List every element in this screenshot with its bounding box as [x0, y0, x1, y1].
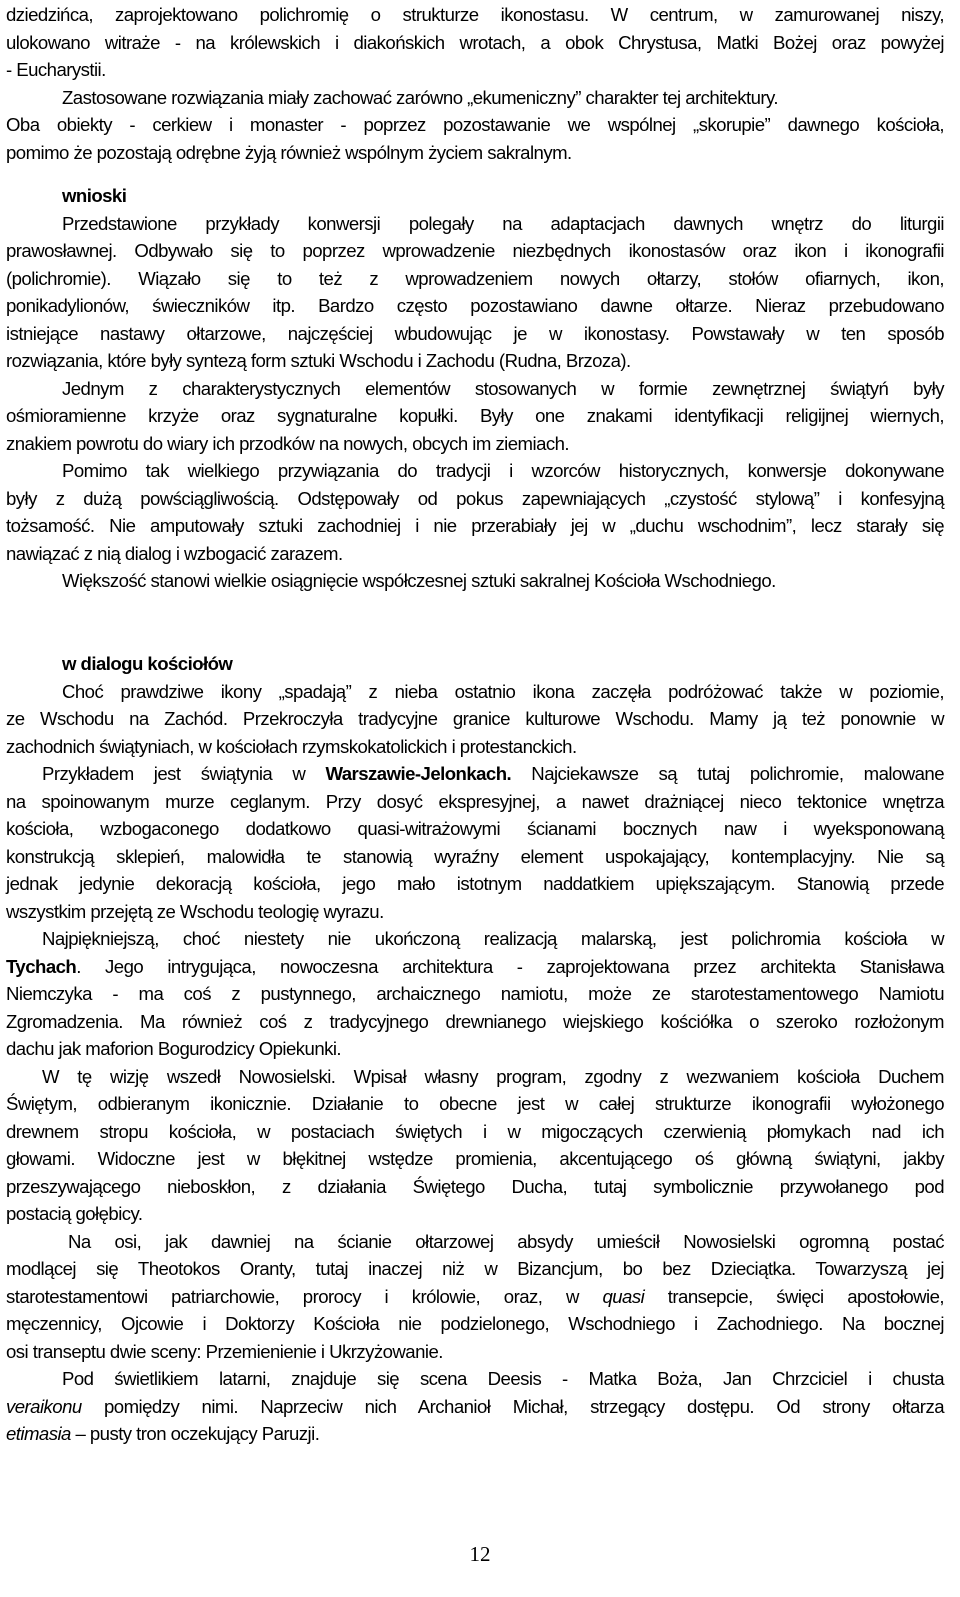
paragraph: [6, 1, 944, 84]
text-line: przeszywającego nieboskłon, z działania Świętego Ducha, tutaj symbolicznie przywołanego pod: [6, 1175, 944, 1197]
text-line: postacią gołębicy.: [6, 1203, 143, 1224]
text-span: – pusty tron oczekujący Paruzji.: [70, 1423, 320, 1444]
text-span: starotestamentowi patriarchowie, prorocy i królowie, oraz, w: [6, 1285, 603, 1307]
text-line: konstrukcją sklepień, malowidła te stanowią wyraźny element uspokajający, kontemplacyjny. Nie są: [6, 845, 944, 867]
text-line: ze Wschodu na Zachód. Przekroczyła tradycyjne granice kulturowe Wschodu. Mamy ją też ponownie w: [6, 708, 944, 729]
paragraph: [6, 84, 944, 112]
paragraph: [6, 210, 944, 375]
text-line: głowami. Widoczne jest w błękitnej wstędze promienia, akcentującego oś główną świątyni, jakby: [6, 1148, 944, 1169]
text-line: tożsamość. Nie amputowały sztuki zachodniej i nie przerabiały jej w „duchu wschodnim”, lecz starały się: [6, 515, 944, 536]
text-line: modlącej się Theotokos Oranty, tutaj inaczej niż w Bizancjum, bo bez Dzieciątka. Towarzyszą jej: [6, 1258, 944, 1279]
text-line: na spoinowanym murze ceglanym. Przy dosyć ekspresyjnej, a nawet drażniącej nieco tektonice wnętrza: [6, 790, 944, 812]
text-span: Najciekawsze są tutaj polichromie, malowane: [511, 763, 944, 784]
text-section-upper: [6, 1, 944, 595]
text-line: Pomimo tak wielkiego przywiązania do tradycji i wzorców historycznych, konwersje dokonywane: [62, 460, 944, 481]
text-line: Przedstawione przykłady konwersji polegały na adaptacjach dawnych wnętrz do liturgii: [62, 212, 944, 234]
text-span: Przykładem jest świątynia w: [42, 763, 326, 784]
page-number: 12: [469, 1542, 491, 1566]
text-line: wszystkim przejętą ze Wschodu teologię wyrazu.: [6, 900, 384, 922]
text-line: prawosławnej. Odbywało się to poprzez wprowadzenie niezbędnych ikonostasów oraz ikon i ikonografii: [6, 240, 944, 261]
text-line: pomimo że pozostają odrębne żyją również wspólnym życiem sakralnym.: [6, 141, 572, 163]
text-line: dziedzińca, zaprojektowano polichromię o strukturze ikonostasu. W centrum, w zamurowanej niszy,: [6, 4, 944, 25]
text-line: ośmioramienne krzyże oraz sygnaturalne kopułki. Były one znakami identyfikacji religijnej wiernych,: [6, 405, 944, 426]
text-line: Świętym, odbieranym ikonicznie. Działanie to obecne jest w całej strukturze ikonografii wyłożonego: [6, 1093, 944, 1114]
italic-text: veraikonu: [6, 1395, 82, 1417]
text-line: Większość stanowi wielkie osiągnięcie współczesnej sztuki sakralnej Kościoła Wschodniego.: [62, 570, 776, 591]
text-span: transepcie, święci apostołowie,: [644, 1285, 944, 1307]
text-line: Na osi, jak dawniej na ścianie ołtarzowej absydy umieścił Nowosielski ogromną postać: [68, 1230, 944, 1252]
section-heading: wnioski: [62, 185, 127, 206]
text-line: osi transeptu dwie sceny: Przemienienie i Ukrzyżowanie.: [6, 1340, 443, 1362]
text-line: Niemczyka - ma coś z pustynnego, archaicznego namiotu, może ze starotestamentowego Namiotu: [6, 983, 944, 1004]
paragraph: [6, 1063, 944, 1228]
text-line: rozwiązania, które były syntezą form sztuki Wschodu i Zachodu (Rudna, Brzoza).: [6, 350, 631, 371]
text-line: ulokowano witraże - na królewskich i diakońskich wrotach, a obok Chrystusa, Matki Bożej oraz powyżej: [6, 31, 944, 53]
text-line: dachu jak maforion Bogurodzicy Opiekunki.: [6, 1038, 342, 1059]
text-line: [6, 1393, 944, 1421]
text-line: - Eucharystii.: [6, 59, 106, 80]
text-line: istniejące nastawy ołtarzowe, najczęściej wbudowując je w ikonostasy. Powstawały w ten sposób: [6, 322, 944, 344]
italic-text: quasi: [602, 1285, 645, 1307]
paragraph: [6, 457, 944, 567]
text-line: Najpiękniejszą, choć niestety nie ukończoną realizacją malarską, jest polichromia kościoła w: [42, 928, 944, 949]
text-line: (polichromie). Wiązało się to też z wprowadzeniem nowych ołtarzy, stołów ofiarnych, ikon,: [6, 267, 944, 289]
text-line: Choć prawdziwe ikony „spadają” z nieba ostatnio ikona zaczęła podróżować także w poziomie,: [62, 680, 944, 702]
text-line: Jednym z charakterystycznych elementów stosowanych w formie zewnętrznej świątyń były: [62, 377, 944, 399]
text-span: . Jego intrygująca, nowoczesna architektura - zaprojektowana przez architekta Stanisława: [76, 955, 944, 977]
text-line: znakiem powrotu do wiary ich przodków na nowych, obcych im ziemiach.: [6, 432, 570, 454]
text-line: [6, 1283, 944, 1311]
paragraph: [6, 111, 944, 166]
text-line: jednak jedynie dekoracją kościoła, jego mało istotnym naddatkiem upiększającym. Stanowią przede: [6, 873, 944, 894]
italic-text: etimasia: [6, 1423, 71, 1444]
text-line: Oba obiekty - cerkiew i monaster - poprzez pozostawanie we wspólnej „skorupie” dawnego kościoła,: [6, 114, 944, 135]
text-line: kościoła, wzbogaconego dodatkowo quasi-witrażowymi ścianami bocznych naw i wyeksponowaną: [6, 818, 944, 839]
text-line: drewnem stropu kościoła, w postaciach świętych i w migoczących czerwienią płomykach nad ich: [6, 1120, 944, 1142]
text-line: Zastosowane rozwiązania miały zachować zarówno „ekumeniczny” charakter tej architektury.: [62, 86, 778, 108]
text-line: W tę wizję wszedł Nowosielski. Wpisał własny program, zgodny z wezwaniem kościoła Duchem: [42, 1065, 944, 1087]
paragraph: [6, 760, 944, 925]
text-section-dialog: [6, 650, 944, 1448]
heading-wnioski: [6, 182, 944, 210]
paragraph: [6, 567, 944, 595]
text-line: Zgromadzenia. Ma również coś z tradycyjnego drewnianego wiejskiego kościółka o szeroko rozłożonym: [6, 1010, 944, 1032]
bold-text: Warszawie-Jelonkach.: [325, 763, 512, 784]
text-line: [6, 760, 944, 788]
text-span: pomiędzy nimi. Naprzeciw nich Archanioł Michał, strzegący dostępu. Od strony ołtarza: [81, 1395, 944, 1417]
paragraph: [6, 1365, 944, 1448]
text-line: męczennicy, Ojcowie i Doktorzy Kościoła nie podzielonego, Wschodniego i Zachodniego. Na bocznej: [6, 1313, 944, 1334]
text-line: ponikadylionów, świeczników itp. Bardzo często pozostawiano dawne ołtarze. Nieraz przebudowano: [6, 295, 944, 316]
paragraph: [6, 1228, 944, 1366]
bold-text: Tychach: [6, 955, 77, 977]
text-line: były z dużą powściągliwością. Odstępowały od pokus zapewniających „czystość stylową” i konfesyjną: [6, 487, 944, 509]
text-line: zachodnich świątyniach, w kościołach rzymskokatolickich i protestanckich.: [6, 735, 577, 757]
text-line: Pod świetlikiem latarni, znajduje się scena Deesis - Matka Boża, Jan Chrzciciel i chusta: [62, 1368, 944, 1389]
text-line: [6, 953, 944, 981]
paragraph: [6, 375, 944, 458]
paragraph: [6, 925, 944, 1063]
text-line: nawiązać z nią dialog i wzbogacić zarazem.: [6, 542, 343, 564]
heading-dialog: w dialogu kościołów: [62, 653, 233, 674]
paragraph: [6, 678, 944, 761]
text-line: [6, 1420, 944, 1448]
